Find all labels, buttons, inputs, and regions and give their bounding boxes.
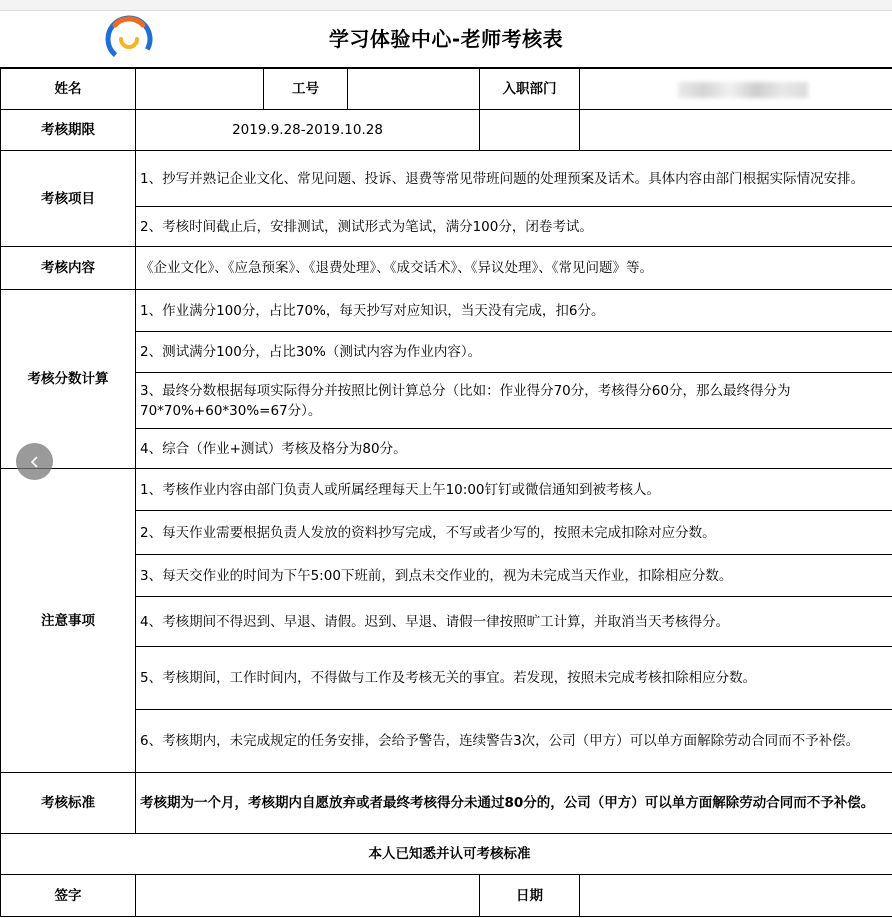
info-row (1, 69, 892, 110)
acknowledge-row (1, 834, 892, 875)
scoring-text-2: 2、测试满分100分，占比30%（测试内容为作业内容）。 (136, 332, 892, 373)
notes-text-2: 2、每天作业需要根据负责人发放的资料抄写完成，不写或者少写的，按照未完成扣除对应分数。 (136, 511, 892, 555)
page-title: 学习体验中心-老师考核表 (328, 27, 564, 51)
scoring-label: 考核分数计算 (1, 290, 136, 469)
scoring-text-1: 1、作业满分100分，占比70%，每天抄写对应知识，当天没有完成，扣6分。 (136, 290, 892, 332)
dept-value[interactable] (580, 69, 892, 110)
notes-text-3: 3、每天交作业的时间为下午5:00下班前，到点未交作业的，视为未完成当天作业，扣除相应分数。 (136, 555, 892, 597)
date-label: 日期 (480, 875, 580, 917)
name-label: 姓名 (1, 69, 136, 110)
title-row (0, 11, 892, 68)
items-label: 考核项目 (1, 151, 136, 247)
id-value[interactable] (348, 69, 480, 110)
scoring-text-3: 3、最终分数根据每项实际得分并按照比例计算总分（比如：作业得分70分，考核得分60分，那么最终得分为70*70%+60*30%=67分）。 (136, 373, 892, 429)
date-value[interactable] (580, 875, 892, 917)
notes-text-6: 6、考核期内，未完成规定的任务安排，会给予警告，连续警告3次，公司（甲方）可以单方面解除劳动合同而不予补偿。 (136, 710, 892, 773)
items-row-1 (1, 151, 892, 207)
notes-text-5: 5、考核期间，工作时间内，不得做与工作及考核无关的事宜。若发现，按照未完成考核扣除相应分数。 (136, 647, 892, 710)
notes-text-4: 4、考核期间不得迟到、早退、请假。迟到、早退、请假一律按照旷工计算，并取消当天考核得分。 (136, 597, 892, 647)
content-row (1, 247, 892, 290)
acknowledge-text: 本人已知悉并认可考核标准 (1, 834, 892, 875)
items-text-2: 2、考核时间截止后，安排测试，测试形式为笔试，满分100分，闭卷考试。 (136, 207, 892, 247)
scoring-row-1 (1, 290, 892, 332)
period-empty-1 (480, 110, 580, 151)
standard-row (1, 773, 892, 834)
notes-text-1: 1、考核作业内容由部门负责人或所属经理每天上午10:00钉钉或微信通知到被考核人。 (136, 469, 892, 511)
content-label: 考核内容 (1, 247, 136, 290)
content-text: 《企业文化》、《应急预案》、《退费处理》、《成交话术》、《异议处理》、《常见问题》等。 (136, 247, 892, 290)
period-label: 考核期限 (1, 110, 136, 151)
notes-row-1 (1, 469, 892, 511)
period-empty-2 (580, 110, 892, 151)
period-row (1, 110, 892, 151)
period-value: 2019.9.28-2019.10.28 (136, 110, 480, 151)
notes-label: 注意事项 (1, 469, 136, 773)
chevron-left-icon (28, 455, 42, 469)
sign-row (1, 875, 892, 917)
dept-label: 入职部门 (480, 69, 580, 110)
assessment-table (0, 68, 892, 917)
sign-value[interactable] (136, 875, 480, 917)
sign-label: 签字 (1, 875, 136, 917)
standard-text: 考核期为一个月，考核期内自愿放弃或者最终考核得分未通过80分的，公司（甲方）可以单方面解除劳动合同而不予补偿。 (136, 773, 892, 834)
id-label: 工号 (264, 69, 348, 110)
name-value[interactable] (136, 69, 264, 110)
scoring-text-4: 4、综合（作业+测试）考核及格分为80分。 (136, 429, 892, 469)
items-text-1: 1、抄写并熟记企业文化、常见问题、投诉、退费等常见带班问题的处理预案及话术。具体内容由部门根据实际情况安排。 (136, 151, 892, 207)
standard-label: 考核标准 (1, 773, 136, 834)
browser-top-strip (0, 0, 892, 11)
previous-page-button[interactable] (16, 443, 53, 480)
